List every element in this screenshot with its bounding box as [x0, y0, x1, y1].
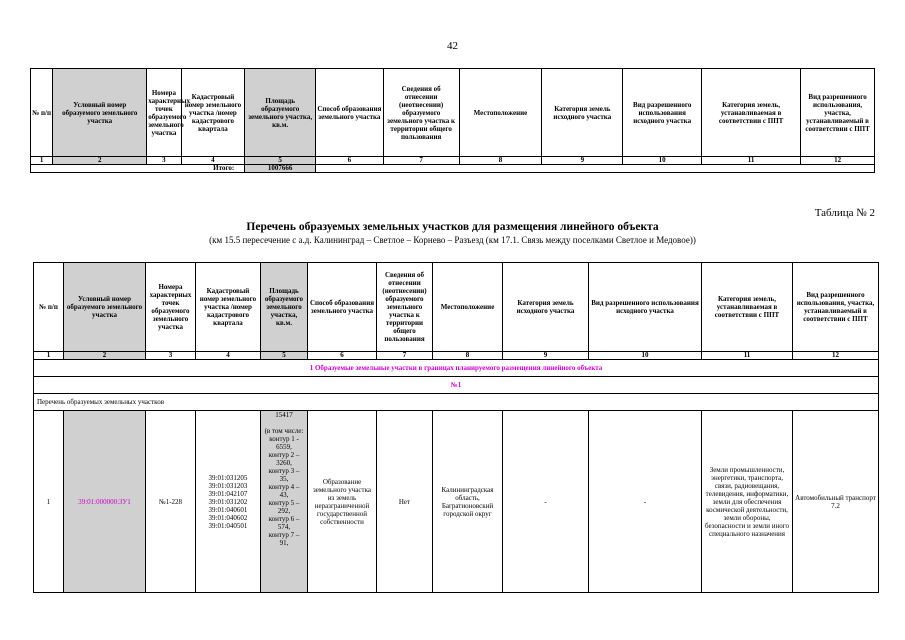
column-number: 1	[34, 352, 64, 360]
column-number: 7	[377, 352, 433, 360]
column-number: 12	[793, 352, 879, 360]
column-number: 3	[146, 352, 196, 360]
header-cell: Вид разрешенного использования, участка, устанавливаемый в соответствии с ППТ	[801, 69, 875, 157]
section-row	[34, 360, 879, 377]
column-number: 10	[623, 157, 702, 165]
header-cell: Местоположение	[459, 69, 542, 157]
column-number: 7	[383, 157, 459, 165]
table2-header-row	[34, 263, 879, 352]
section-title: 1 Образуемые земельные участки в границах планируемого размещения линейного объекта	[34, 360, 879, 377]
plot-id: 39:01:000000:ЗУ1	[64, 411, 146, 593]
header-cell: Сведения об отнесении (неотнесении) образуемого земельного участка к территории общего пользования	[383, 69, 459, 157]
public-use: Нет	[377, 411, 433, 593]
table1-number-row	[31, 157, 875, 165]
header-cell: Местоположение	[433, 263, 503, 352]
header-cell: Условный номер образуемого земельного участка	[53, 69, 147, 157]
column-number: 8	[459, 157, 542, 165]
list-title-row	[34, 394, 879, 411]
header-cell: Сведения об отнесении (неотнесении) образуемого земельного участка к территории общего пользования	[377, 263, 433, 352]
column-number: 2	[64, 352, 146, 360]
header-cell: Номера характерных точек образуемого земельного участка	[147, 69, 181, 157]
table-caption: Таблица № 2	[814, 207, 875, 219]
permitted-use: Автомобильный транспорт 7.2	[793, 411, 879, 593]
column-number: 11	[702, 157, 801, 165]
total-label: Итого:	[31, 165, 245, 173]
subsection-row	[34, 377, 879, 394]
column-number: 9	[542, 157, 623, 165]
source-category: -	[503, 411, 589, 593]
header-cell: Номера характерных точек образуемого земельного участка	[146, 263, 196, 352]
header-cell: Категория земель исходного участка	[542, 69, 623, 157]
table2-number-row	[34, 352, 879, 360]
column-number: 6	[308, 352, 377, 360]
header-cell: Способ образования земельного участка	[316, 69, 384, 157]
table1-total-row	[31, 165, 875, 173]
column-number: 11	[702, 352, 793, 360]
column-number: 3	[147, 157, 181, 165]
subsection-title: №1	[34, 377, 879, 394]
header-cell: Кадастровый номер земельного участка /номер кадастрового квартала	[196, 263, 261, 352]
header-cell: № п/п	[34, 263, 64, 352]
land-category: Земли промышленности, энергетики, транспорта, связи, радиовещания, телевидения, информатики, земли для обеспечения космической деятельности, земли обороны, безопасности и земли иного специального назначения	[702, 411, 793, 593]
column-number: 2	[53, 157, 147, 165]
header-cell: Кадастровый номер земельного участка /номер кадастрового квартала	[181, 69, 245, 157]
header-cell: Вид разрешенного использования исходного участка	[589, 263, 702, 352]
header-cell: Площадь образуемого земельного участка, кв.м.	[261, 263, 308, 352]
plot-area: 15417 (в том числе: контур 1 - 6559, контур 2 – 3260, контур 3 – 35, контур 4 – 43, контур 5 – 292, контур 6 – 574, контур 7 – 91,	[261, 411, 308, 593]
column-number: 6	[316, 157, 384, 165]
table-continuation	[30, 68, 875, 173]
header-cell: Категория земель, устанавливаемая в соответствии с ППТ	[702, 69, 801, 157]
table1-header-row	[31, 69, 875, 157]
column-number: 10	[589, 352, 702, 360]
table-row	[34, 411, 879, 593]
empty-cell	[316, 165, 875, 173]
table-title: Перечень образуемых земельных участков для размещения линейного объекта	[246, 221, 659, 233]
column-number: 1	[31, 157, 53, 165]
location: Калининградская область, Багратионовский городской округ	[433, 411, 503, 593]
column-number: 4	[196, 352, 261, 360]
cadastral-numbers: 39:01:031205 39:01:031203 39:01:042107 39:01:031202 39:01:040601 39:01:040602 39:01:040501	[196, 411, 261, 593]
source-use: -	[589, 411, 702, 593]
row-number: 1	[34, 411, 64, 593]
column-number: 5	[245, 157, 316, 165]
column-number: 4	[181, 157, 245, 165]
header-cell: Площадь образуемого земельного участка, кв.м.	[245, 69, 316, 157]
column-number: 12	[801, 157, 875, 165]
header-cell: Способ образования земельного участка	[308, 263, 377, 352]
header-cell: Условный номер образуемого земельного участка	[64, 263, 146, 352]
total-value: 1007666	[245, 165, 316, 173]
table-land-plots	[33, 262, 879, 593]
header-cell: № п/п	[31, 69, 53, 157]
header-cell: Вид разрешенного использования исходного участка	[623, 69, 702, 157]
column-number: 8	[433, 352, 503, 360]
header-cell: Вид разрешенного использования, участка, устанавливаемый в соответствии с ППТ	[793, 263, 879, 352]
page-number: 42	[447, 40, 458, 52]
points-range: №1-228	[146, 411, 196, 593]
formation-method: Образование земельного участка из земель неразграниченной государственной собственности	[308, 411, 377, 593]
header-cell: Категория земель, устанавливаемая в соответствии с ППТ	[702, 263, 793, 352]
column-number: 9	[503, 352, 589, 360]
column-number: 5	[261, 352, 308, 360]
list-title: Перечень образуемых земельных участков	[34, 394, 879, 411]
table-subtitle: (км 15.5 пересечение с а.д. Калининград – Светлое – Корнево – Разъезд (км 17.1. Связь между поселками Светлое и Медовое))	[209, 235, 696, 245]
header-cell: Категория земель исходного участка	[503, 263, 589, 352]
